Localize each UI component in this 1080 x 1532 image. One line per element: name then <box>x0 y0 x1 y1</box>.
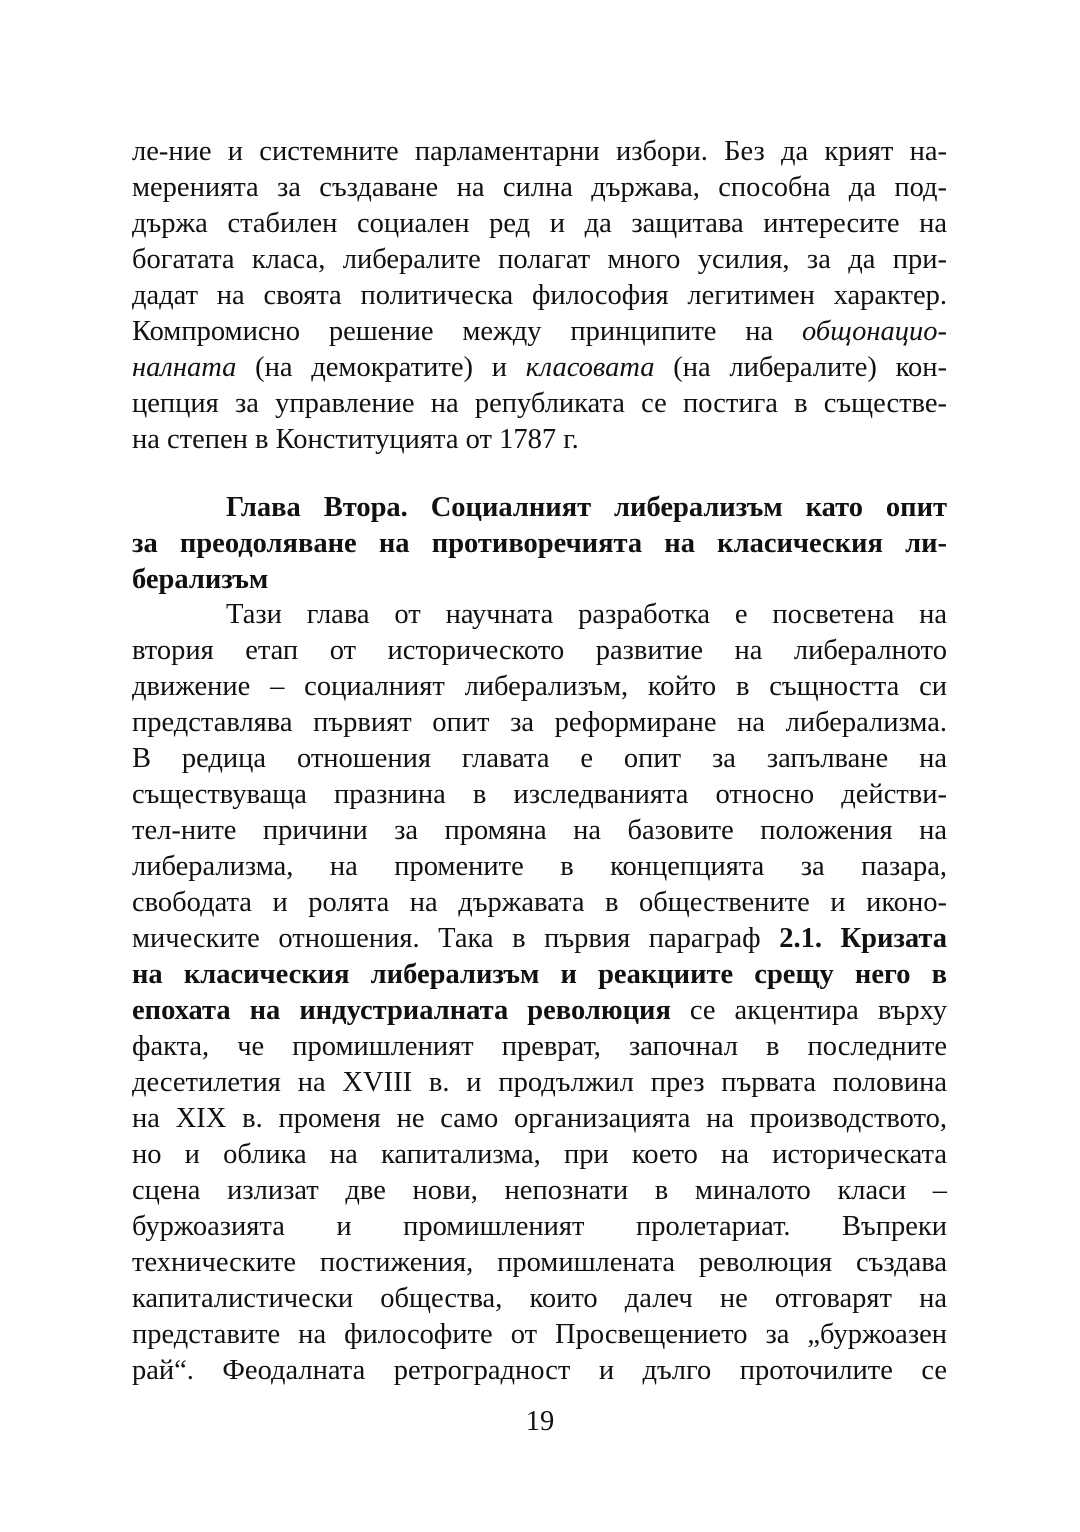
section-title: епохата на индустриалната революция <box>132 995 671 1026</box>
text-line: тел-ните причини за промяна на базовите положения на <box>132 815 947 846</box>
text-line: Тази глава от научната разработка е посветена на <box>226 599 947 630</box>
text-line <box>132 350 947 386</box>
italic-term: общонацио- <box>802 316 947 347</box>
text-line: движение – социалният либерализъм, който в същността си <box>132 671 947 702</box>
text-line: буржоазията и промишленият пролетариат. Въпреки <box>132 1211 947 1242</box>
text-run: (на либералите) кон- <box>673 352 948 383</box>
text-line: втория етап от историческото развитие на либералното <box>132 635 947 666</box>
text-line: но и облика на капитализма, при което на историческата <box>132 1139 947 1170</box>
text-line: богатата класа, либералите полагат много усилия, за да при- <box>132 244 947 275</box>
text-line: на XIX в. променя не само организацията на производството, <box>132 1103 947 1134</box>
text-line: представите на философите от Просвещението за „буржоазен <box>132 1319 947 1350</box>
italic-term: класовата <box>525 352 655 383</box>
chapter-heading: Глава Втора. Социалният либерализъм като опит <box>226 492 947 523</box>
text-run: Компромисно решение между принципите на <box>132 316 774 347</box>
italic-term: налната <box>132 352 237 383</box>
chapter-heading: за преодоляване на противоречията на класическия ли- <box>132 528 947 559</box>
text-line: съществуваща празнина в изследванията относно действи- <box>132 779 947 810</box>
text-line: представлява първият опит за реформиране на либерализма. <box>132 707 947 738</box>
text-line: капиталистически общества, които далеч не отговарят на <box>132 1283 947 1314</box>
text-line: ле-ние и системните парламентарни избори. Без да крият на- <box>132 136 947 167</box>
text-line <box>132 314 947 350</box>
text-run: (на демократите) и <box>255 352 508 383</box>
text-run: се акцентира върху <box>689 995 947 1026</box>
text-line: дадат на своята политическа философия легитимен характер. <box>132 280 947 311</box>
text-line: свободата и ролята на държавата в обществените и иконо- <box>132 887 947 918</box>
text-line: меренията за създаване на силна държава, способна да под- <box>132 172 947 203</box>
text-run: мическите отношения. Така в първия параграф <box>132 923 761 954</box>
text-line: В редица отношения главата е опит за запълване на <box>132 743 947 774</box>
section-title: на класическия либерализъм и реакциите срещу него в <box>132 959 947 990</box>
text-line: либерализма, на промените в концепцията за пазара, <box>132 851 947 882</box>
chapter-heading: берализъм <box>132 564 269 595</box>
text-line: държа стабилен социален ред и да защитава интересите на <box>132 208 947 239</box>
text-line: сцена излизат две нови, непознати в миналото класи – <box>132 1175 947 1206</box>
section-title: 2.1. Кризата <box>779 923 948 954</box>
text-line: десетилетия на XVIII в. и продължил през първата половина <box>132 1067 947 1098</box>
text-line <box>132 993 947 1029</box>
text-line: техническите постижения, промишлената революция създава <box>132 1247 947 1278</box>
text-line <box>132 921 947 957</box>
text-line: на степен в Конституцията от 1787 г. <box>132 424 579 455</box>
text-line: рай“. Феодалната ретроградност и дълго проточилите се <box>132 1355 947 1386</box>
page-number: 19 <box>525 1406 555 1437</box>
text-line: факта, че промишленият преврат, започнал в последните <box>132 1031 947 1062</box>
text-line: цепция за управление на републиката се постига в съществе- <box>132 388 947 419</box>
